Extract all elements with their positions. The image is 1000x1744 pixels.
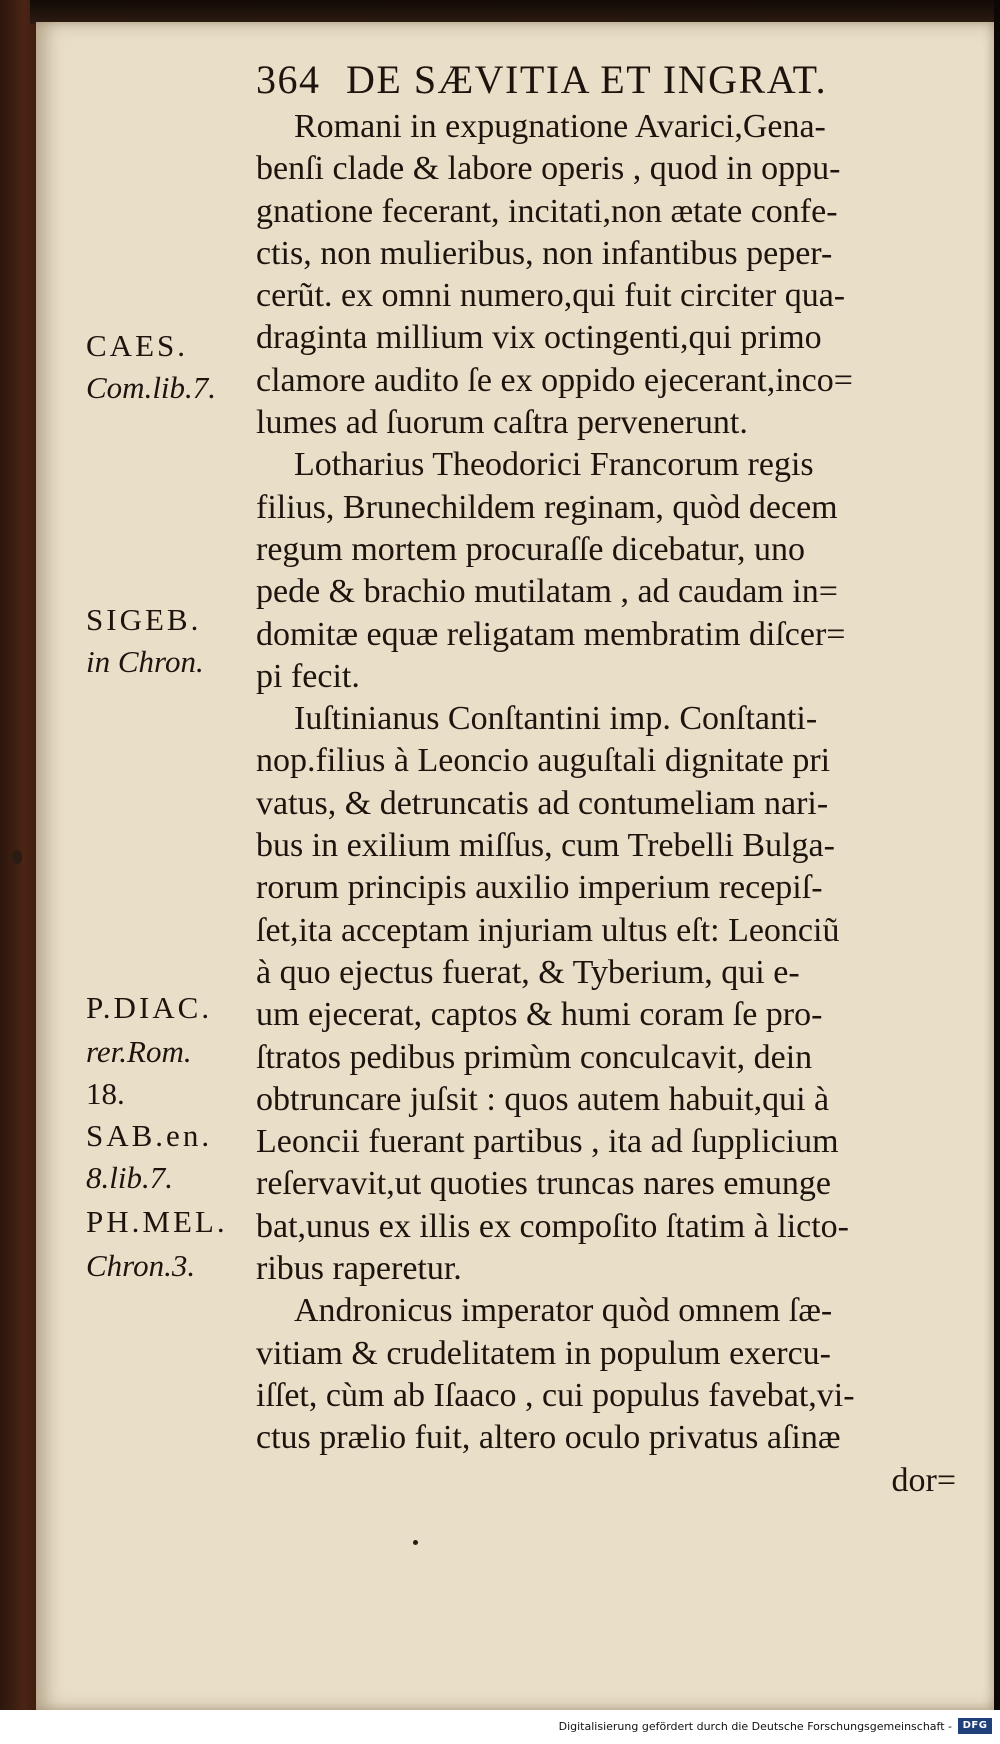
- text-line: ctis, non mulieribus, non infantibus peper-: [256, 234, 833, 272]
- text-line: nop.filius à Leoncio auguſtali dignitate pri: [256, 742, 831, 780]
- text-line: ribus raperetur.: [256, 1250, 462, 1288]
- margin-note: PH.MEL.: [86, 1204, 228, 1239]
- text-line: ſet,ita acceptam injuriam ultus eſt: Leonciũ: [256, 911, 840, 949]
- text-line: Andronicus imperator quòd omnem ſæ-: [294, 1292, 833, 1330]
- margin-note: SIGEB.: [86, 602, 202, 637]
- text-line: um ejecerat, captos & humi coram ſe pro-: [256, 996, 823, 1034]
- text-line: reſervavit,ut quoties truncas nares emunge: [256, 1165, 831, 1203]
- text-line: Romani in expugnatione Avarici,Gena-: [294, 108, 826, 145]
- margin-note: 8.lib.7.: [86, 1160, 173, 1195]
- text-line: benſi clade & labore operis , quod in oppu-: [256, 150, 841, 188]
- footer-credit: Digitalisierung gefördert durch die Deutsche Forschungsgemeinschaft -: [558, 1720, 952, 1733]
- text-line: ctus prælio fuit, altero oculo privatus aſinæ: [256, 1419, 841, 1457]
- text-line: vatus, & detruncatis ad contumeliam nari-: [256, 784, 829, 822]
- text-line: rorum principis auxilio imperium recepiſ-: [256, 869, 823, 907]
- margin-note: rer.Rom.: [86, 1034, 192, 1069]
- running-title: DE SÆVITIA ET INGRAT.: [346, 57, 828, 102]
- text-line: gnatione fecerant, incitati,non ætate confe-: [256, 192, 838, 230]
- text-line: Iuſtinianus Conſtantini imp. Conſtanti-: [294, 700, 818, 738]
- margin-note: Com.lib.7.: [86, 370, 217, 405]
- running-header: [256, 56, 956, 103]
- text-line: ſtratos pedibus primùm conculcavit, dein: [256, 1038, 813, 1076]
- margin-note: in Chron.: [86, 644, 204, 679]
- text-line: pi fecit.: [256, 657, 360, 695]
- page-right-edge: [994, 0, 1000, 1744]
- text-line: filius, Brunechildem reginam, quòd decem: [256, 488, 838, 526]
- page-number: 364: [256, 57, 321, 102]
- margin-note: 18.: [86, 1076, 125, 1111]
- text-line: clamore audito ſe ex oppido ejecerant,inco=: [256, 361, 853, 399]
- text-line: à quo ejectus fuerat, & Tyberium, qui e-: [256, 953, 800, 991]
- book-spine: [0, 0, 40, 1744]
- text-line: lumes ad ſuorum caſtra pervenerunt.: [256, 404, 748, 442]
- text-line: pede & brachio mutilatam , ad caudam in=: [256, 573, 838, 611]
- text-line: bus in exilium miſſus, cum Trebelli Bulga-: [256, 827, 835, 865]
- page-top-edge: [30, 0, 1000, 24]
- text-line: iſſet, cùm ab Iſaaco , cui populus favebat,vi-: [256, 1376, 855, 1414]
- dfg-logo: DFG: [958, 1718, 992, 1734]
- body-text: [256, 106, 956, 1502]
- paper-blemish: [12, 850, 22, 864]
- text-line: Leoncii fuerant partibus , ita ad ſupplicium: [256, 1123, 839, 1161]
- catchword: dor=: [891, 1461, 956, 1499]
- text-line: regum mortem procuraſſe dicebatur, uno: [256, 530, 806, 568]
- margin-note: P.DIAC.: [86, 990, 213, 1025]
- text-line: draginta millium vix octingenti,qui primo: [256, 319, 822, 357]
- text-line: domitæ equæ religatam membratim diſcer=: [256, 615, 846, 653]
- digitization-footer: [0, 1710, 1000, 1744]
- text-line: Lotharius Theodorici Francorum regis: [294, 446, 814, 484]
- paper-blemish: [413, 1540, 418, 1545]
- margin-note: Chron.3.: [86, 1248, 196, 1283]
- text-line: obtruncare juſsit : quos autem habuit,qui à: [256, 1080, 830, 1118]
- margin-note: CAES.: [86, 328, 188, 363]
- margin-note: SAB.en.: [86, 1118, 213, 1153]
- text-line: bat,unus ex illis ex compoſito ſtatim à licto-: [256, 1207, 850, 1245]
- text-line: vitiam & crudelitatem in populum exercu-: [256, 1334, 831, 1372]
- text-line: cerũt. ex omni numero,qui fuit circiter qua-: [256, 277, 846, 315]
